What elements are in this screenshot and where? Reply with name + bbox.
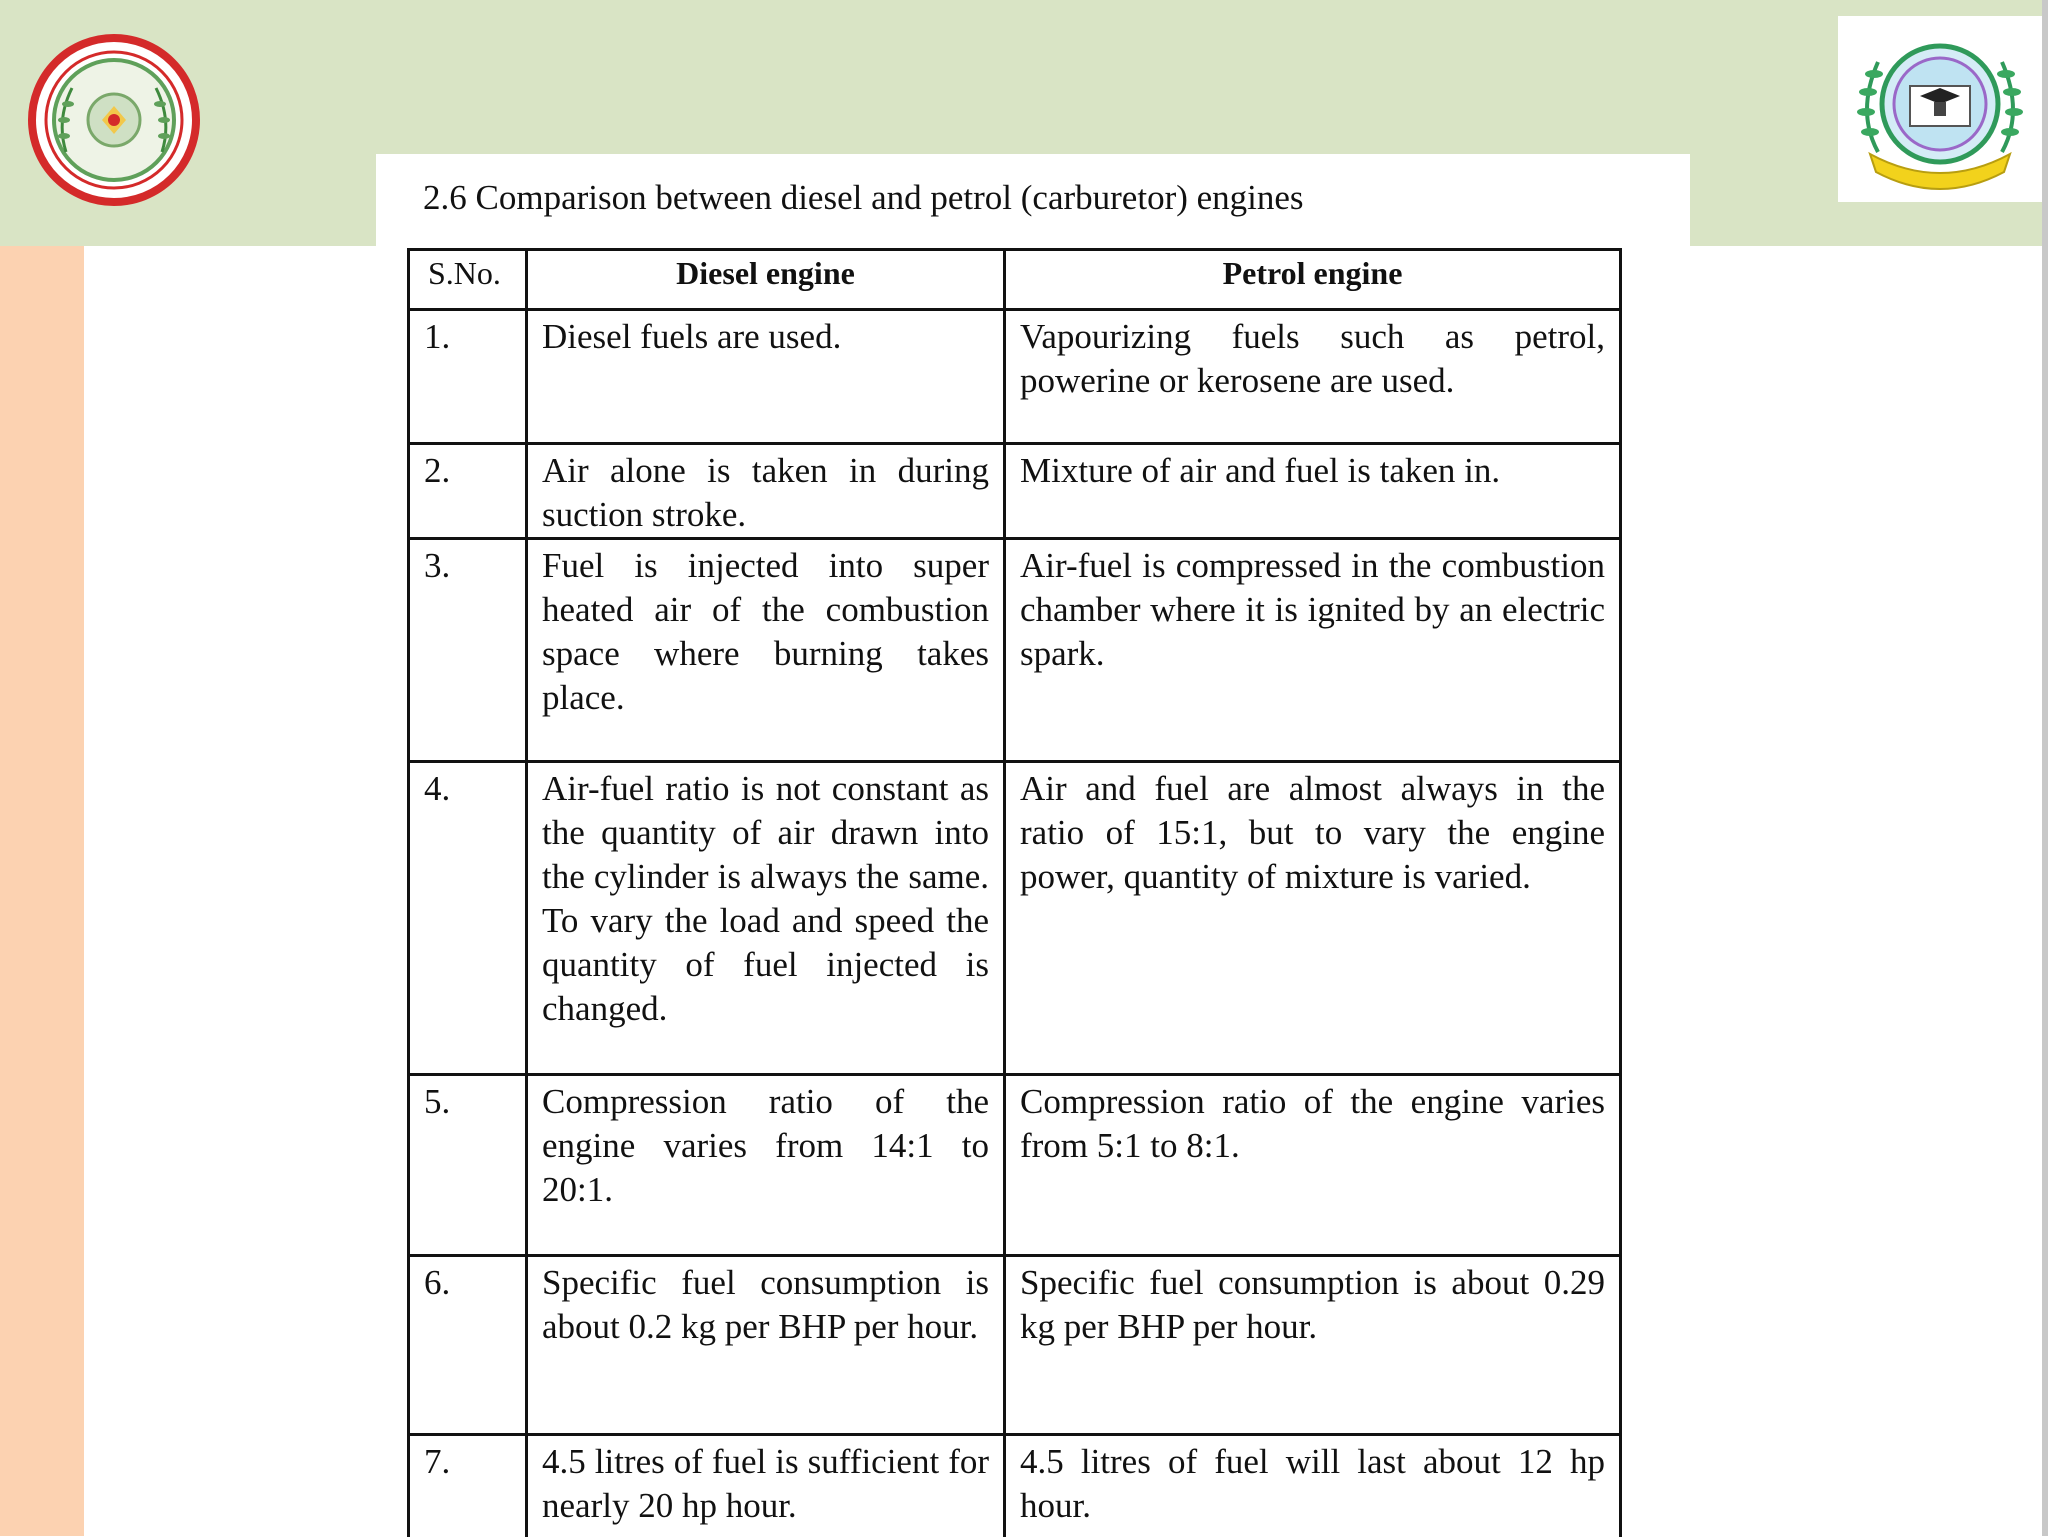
row-diesel: Air alone is taken in during suction stroke. [527,444,1005,539]
row-petrol: Air and fuel are almost always in the ratio of 15:1, but to vary the engine power, quantity of mixture is varied. [1005,762,1621,1075]
row-diesel: Fuel is injected into super heated air of the combustion space where burning takes place. [527,539,1005,762]
right-edge-border [2042,0,2048,1536]
row-petrol: Mixture of air and fuel is taken in. [1005,444,1621,539]
row-sno: 5. [409,1075,527,1256]
header-sno: S.No. [409,250,527,310]
row-petrol: Vapourizing fuels such as petrol, powerine or kerosene are used. [1005,310,1621,444]
row-sno: 7. [409,1435,527,1537]
left-accent-band [0,246,84,1536]
header-petrol-engine: Petrol engine [1005,250,1621,310]
row-sno: 1. [409,310,527,444]
row-diesel: Diesel fuels are used. [527,310,1005,444]
row-sno: 6. [409,1256,527,1435]
comparison-table [407,248,1622,1537]
college-emblem-icon [1848,22,2032,196]
row-petrol: Air-fuel is compressed in the combustion chamber where it is ignited by an electric spark. [1005,539,1621,762]
table-row [409,539,1621,762]
row-diesel: 4.5 litres of fuel is sufficient for nearly 20 hp hour. [527,1435,1005,1537]
row-diesel: Compression ratio of the engine varies from 14:1 to 20:1. [527,1075,1005,1256]
row-sno: 2. [409,444,527,539]
table-row [409,1075,1621,1256]
section-title: 2.6 Comparison between diesel and petrol (carburetor) engines [423,178,1304,217]
right-logo-frame [1838,16,2042,202]
row-sno: 3. [409,539,527,762]
row-petrol: Specific fuel consumption is about 0.29 kg per BHP per hour. [1005,1256,1621,1435]
row-petrol: Compression ratio of the engine varies from 5:1 to 8:1. [1005,1075,1621,1256]
table-row [409,1256,1621,1435]
table-row [409,444,1621,539]
row-diesel: Specific fuel consumption is about 0.2 kg per BHP per hour. [527,1256,1005,1435]
table-row [409,762,1621,1075]
university-seal-icon [26,32,202,208]
header-diesel-engine: Diesel engine [527,250,1005,310]
row-diesel: Air-fuel ratio is not constant as the quantity of air drawn into the cylinder is always the same. To vary the load and speed the quantity of fuel injected is changed. [527,762,1005,1075]
row-petrol: 4.5 litres of fuel will last about 12 hp hour. [1005,1435,1621,1537]
table-row [409,1435,1621,1537]
table-row [409,310,1621,444]
row-sno: 4. [409,762,527,1075]
table-header-row [409,250,1621,310]
